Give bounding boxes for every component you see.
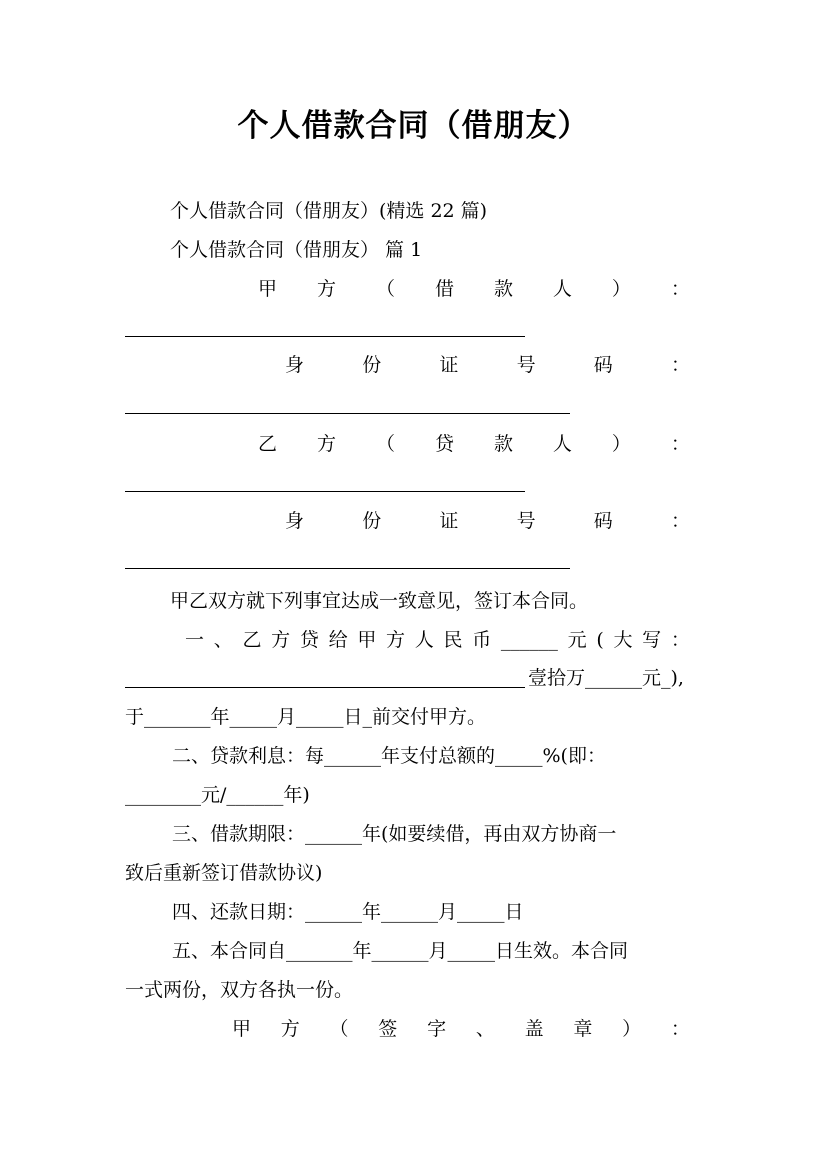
char: 贷 bbox=[434, 433, 454, 455]
char: （ bbox=[375, 278, 395, 300]
char: 借 bbox=[434, 278, 454, 300]
char: 一 bbox=[185, 629, 205, 651]
char: 给 bbox=[328, 629, 348, 651]
char: 人 bbox=[414, 629, 434, 651]
char: ： bbox=[670, 433, 690, 455]
char: 号 bbox=[516, 510, 536, 532]
char: ） bbox=[622, 1018, 642, 1040]
char: 贷 bbox=[299, 629, 319, 651]
party-a-blank bbox=[125, 336, 525, 337]
char: 码 bbox=[593, 510, 613, 532]
char: ： bbox=[670, 278, 690, 300]
char: 身 bbox=[285, 510, 305, 532]
id-number-b-blank bbox=[125, 568, 570, 569]
char: 人 bbox=[552, 278, 572, 300]
char: 份 bbox=[362, 354, 382, 376]
party-b-blank bbox=[125, 491, 525, 492]
char: 签 bbox=[378, 1018, 398, 1040]
char: 方 bbox=[386, 629, 406, 651]
id-number-a-blank bbox=[125, 413, 570, 414]
intro-line-1: 个人借款合同（借朋友）(精选 22 篇) bbox=[170, 200, 488, 222]
char: 人 bbox=[552, 433, 572, 455]
char: 号 bbox=[516, 354, 536, 376]
clause-3-line-1: 三、借款期限：______年(如要续借，再由双方协商一 bbox=[172, 823, 617, 845]
char: 乙 bbox=[258, 433, 278, 455]
char: 写 bbox=[642, 629, 662, 651]
document-title: 个人借款合同（借朋友） bbox=[237, 108, 590, 144]
intro-line-2: 个人借款合同（借朋友） 篇 1 bbox=[170, 239, 423, 261]
char: 甲 bbox=[232, 1018, 252, 1040]
char: 字 bbox=[427, 1018, 447, 1040]
signature-a-label bbox=[232, 1016, 690, 1042]
char: ： bbox=[670, 354, 690, 376]
char: ： bbox=[670, 629, 690, 651]
char: 元 bbox=[567, 629, 587, 651]
char: 乙 bbox=[242, 629, 262, 651]
party-a-borrower-label bbox=[258, 276, 690, 302]
char: 方 bbox=[271, 629, 291, 651]
char: 款 bbox=[493, 278, 513, 300]
char: 甲 bbox=[357, 629, 377, 651]
char: 份 bbox=[362, 510, 382, 532]
char: 码 bbox=[593, 354, 613, 376]
char: 证 bbox=[439, 354, 459, 376]
clause-5-line-2: 一式两份，双方各执一份。 bbox=[125, 979, 354, 1001]
clause-1-line-2: 壹拾万______元_), bbox=[528, 667, 684, 689]
char: （ bbox=[329, 1018, 349, 1040]
char: ： bbox=[670, 1018, 690, 1040]
char: 、 bbox=[475, 1018, 495, 1040]
clause-2-line-1: 二、贷款利息：每______年支付总额的_____%(即： bbox=[172, 745, 606, 767]
clause-1-line-1 bbox=[185, 627, 690, 653]
char: 方 bbox=[280, 1018, 300, 1040]
char: 方 bbox=[316, 433, 336, 455]
char: 身 bbox=[285, 354, 305, 376]
char: （ bbox=[375, 433, 395, 455]
agreement-intro: 甲乙双方就下列事宜达成一致意见，签订本合同。 bbox=[170, 590, 589, 612]
char: 民 bbox=[443, 629, 463, 651]
clause-2-line-2: ________元/______年) bbox=[125, 784, 310, 806]
id-number-b-label bbox=[285, 508, 690, 534]
char: ： bbox=[670, 510, 690, 532]
char: 大 bbox=[613, 629, 633, 651]
clause-1-amount-blank bbox=[125, 687, 525, 688]
char: 章 bbox=[573, 1018, 593, 1040]
char: 证 bbox=[439, 510, 459, 532]
char: 币 bbox=[472, 629, 492, 651]
char: 甲 bbox=[258, 278, 278, 300]
clause-3-line-2: 致后重新签订借款协议) bbox=[125, 862, 323, 884]
char: 、 bbox=[213, 629, 233, 651]
char: 款 bbox=[493, 433, 513, 455]
clause-1-line-3: 于_______年_____月_____日_前交付甲方。 bbox=[125, 706, 487, 728]
char: ） bbox=[611, 278, 631, 300]
clause-5-line-1: 五、本合同自_______年______月_____日生效。本合同 bbox=[172, 940, 629, 962]
party-b-lender-label bbox=[258, 431, 690, 457]
char: 方 bbox=[316, 278, 336, 300]
char: ______ bbox=[500, 629, 558, 651]
char: 盖 bbox=[524, 1018, 544, 1040]
char: ( bbox=[596, 629, 604, 651]
clause-4: 四、还款日期：______年______月_____日 bbox=[172, 901, 524, 923]
id-number-a-label bbox=[285, 352, 690, 378]
char: ） bbox=[611, 433, 631, 455]
